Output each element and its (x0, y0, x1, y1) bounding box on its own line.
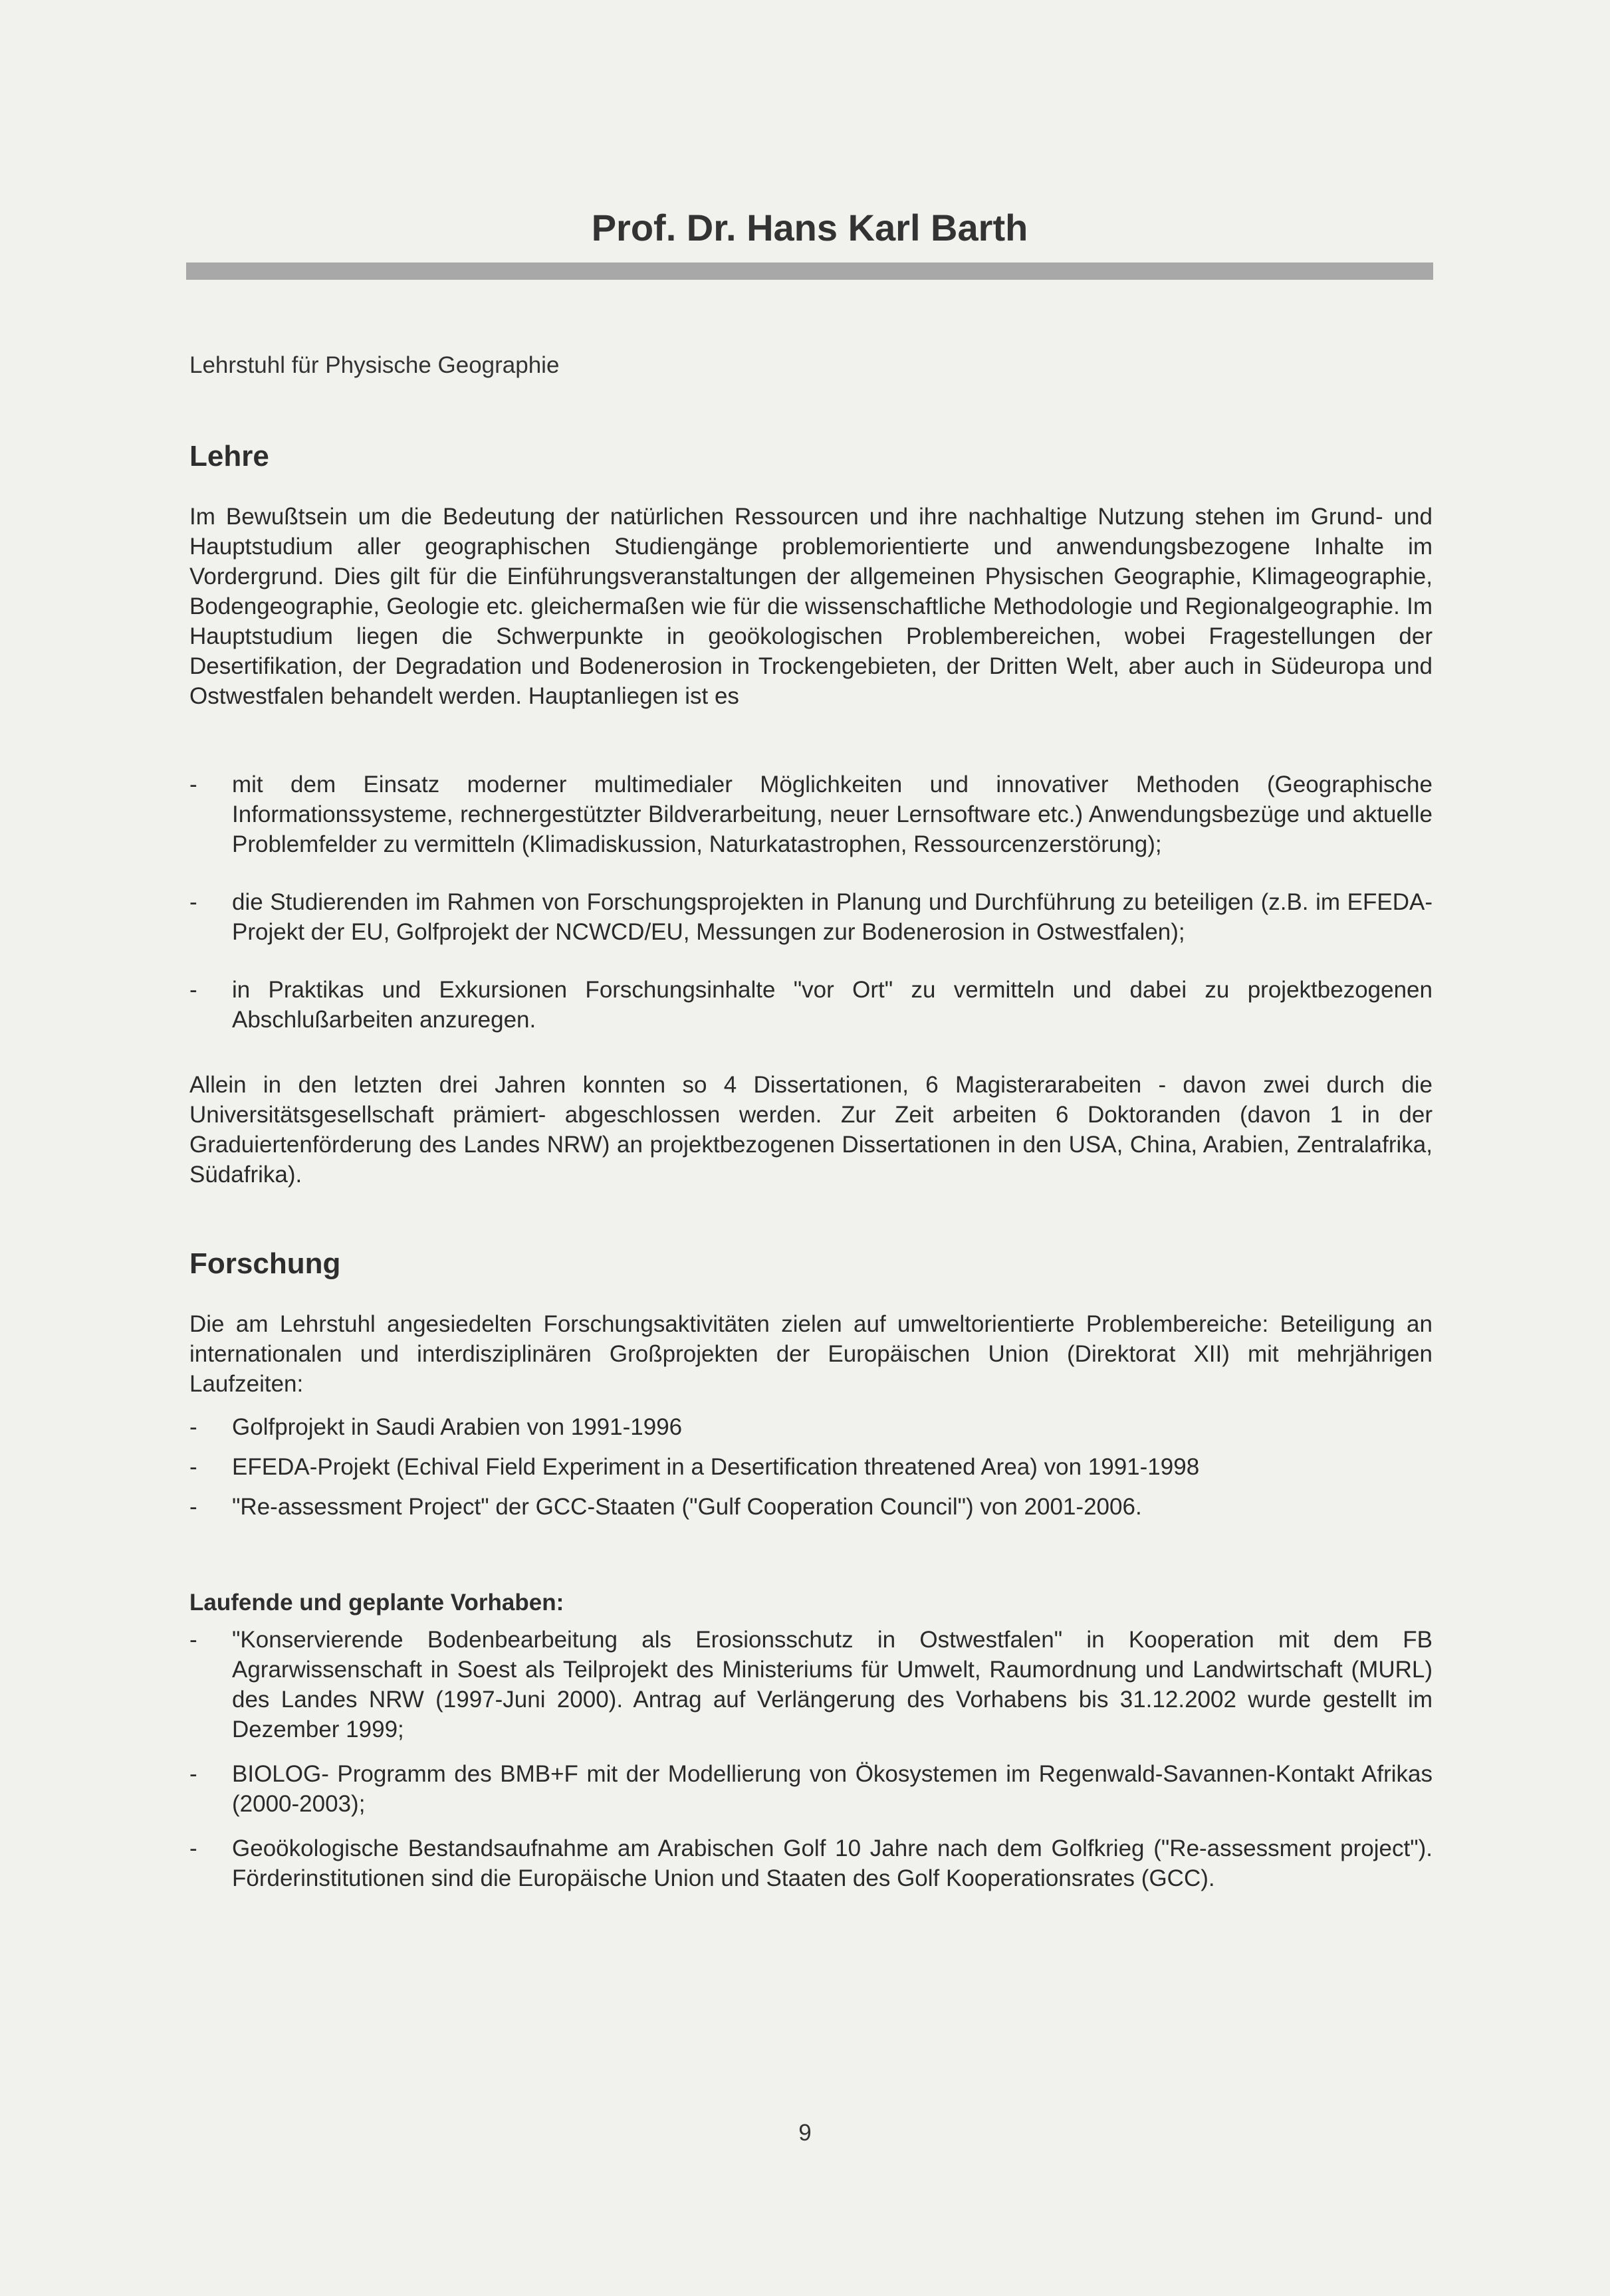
bullet-dash: - (189, 1761, 197, 1787)
vorhaben-bullet-block (189, 1625, 1433, 1893)
lehre-intro-block (189, 502, 1433, 711)
forschung-bullet-list (189, 1412, 1433, 1522)
bullet-dash: - (189, 1414, 197, 1440)
list-item-text: Golfprojekt in Saudi Arabien von 1991-1996 (232, 1414, 683, 1440)
section-heading-vorhaben: Laufende und geplante Vorhaben: (189, 1590, 564, 1616)
list-item (189, 1833, 1433, 1893)
list-item-text: die Studierenden im Rahmen von Forschungsprojekten in Planung und Durchführung zu beteiligen (z.B. im EFEDA-Projekt der EU, Golfprojekt der NCWCD/EU, Messungen zur Bodenerosion in Ostwestfalen); (232, 889, 1433, 945)
forschung-intro-paragraph: Die am Lehrstuhl angesiedelten Forschungsaktivitäten zielen auf umweltorientierte Problembereiche: Beteiligung an internationalen und interdisziplinären Großprojekten der Europäischen Union (Direktorat XII) mit mehrjährigen Laufzeiten: (189, 1311, 1433, 1397)
list-item (189, 1759, 1433, 1819)
vorhaben-bullet-list (189, 1625, 1433, 1893)
list-item-text: BIOLOG- Programm des BMB+F mit der Modellierung von Ökosystemen im Regenwald-Savannen-Kontakt Afrikas (2000-2003); (232, 1761, 1433, 1817)
bullet-dash: - (189, 1835, 197, 1861)
list-item-text: mit dem Einsatz moderner multimedialer Möglichkeiten und innovativer Methoden (Geographische Informationssysteme, rechnergestützter Bildverarbeitung, neuer Lernsoftware etc.) Anwendungsbezüge und aktuelle Problemfelder zu vermitteln (Klimadiskussion, Naturkatastrophen, Ressourcenzerstörung); (232, 772, 1433, 857)
list-item (189, 1452, 1433, 1482)
section-forschung (189, 1247, 1433, 1281)
section-lehre (189, 440, 1433, 473)
bullet-dash: - (189, 1454, 197, 1480)
section-heading-lehre: Lehre (189, 440, 269, 472)
lehre-outro-block (189, 1070, 1433, 1190)
list-item-text: in Praktikas und Exkursionen Forschungsinhalte "vor Ort" zu vermitteln und dabei zu projektbezogenen Abschlußarbeiten anzuregen. (232, 977, 1433, 1033)
list-item (189, 1625, 1433, 1744)
bullet-dash: - (189, 889, 197, 915)
lehre-bullet-block (189, 770, 1433, 1035)
list-item-text: EFEDA-Projekt (Echival Field Experiment in a Desertification threatened Area) von 1991-1998 (232, 1454, 1200, 1480)
department-subtitle: Lehrstuhl für Physische Geographie (189, 352, 560, 378)
section-vorhaben (189, 1590, 1433, 1616)
bullet-dash: - (189, 977, 197, 1003)
list-item (189, 975, 1433, 1035)
forschung-bullet-block (189, 1412, 1433, 1522)
bullet-dash: - (189, 772, 197, 797)
page-title: Prof. Dr. Hans Karl Barth (591, 207, 1028, 249)
lehre-outro-paragraph: Allein in den letzten drei Jahren konnten so 4 Dissertationen, 6 Magisterarabeiten - davon zwei durch die Universitätsgesellschaft prämiert- abgeschlossen werden. Zur Zeit arbeiten 6 Doktoranden (davon 1 in der Graduiertenförderung des Landes NRW) an projektbezogenen Dissertationen in den USA, China, Arabien, Zentralafrika, Südafrika). (189, 1072, 1433, 1188)
bullet-dash: - (189, 1627, 197, 1653)
list-item (189, 1492, 1433, 1522)
bullet-dash: - (189, 1494, 197, 1520)
section-heading-forschung: Forschung (189, 1247, 341, 1280)
forschung-intro-block (189, 1309, 1433, 1399)
page-number: 9 (798, 2120, 812, 2146)
list-item (189, 887, 1433, 947)
lehre-intro-paragraph: Im Bewußtsein um die Bedeutung der natürlichen Ressourcen und ihre nachhaltige Nutzung stehen im Grund- und Hauptstudium aller geographischen Studiengänge problemorientierte und anwendungsbezogene Inhalte im Vordergrund. Dies gilt für die Einführungsveranstaltungen der allgemeinen Physischen Geographie, Klimageographie, Bodengeographie, Geologie etc. gleichermaßen wie für die wissenschaftliche Methodologie und Regionalgeographie. Im Hauptstudium liegen die Schwerpunkte in geoökologischen Problembereichen, wobei Fragestellungen der Desertifikation, der Degradation und Bodenerosion in Trockengebieten, der Dritten Welt, aber auch in Südeuropa und Ostwestfalen behandelt werden. Hauptanliegen ist es (189, 504, 1433, 709)
title-underline-bar (186, 262, 1433, 280)
list-item-text: Geoökologische Bestandsaufnahme am Arabischen Golf 10 Jahre nach dem Golfkrieg ("Re-assessment project"). Förderinstitutionen sind die Europäische Union und Staaten des Golf Kooperationsrates (GCC). (232, 1835, 1433, 1891)
list-item (189, 770, 1433, 859)
list-item (189, 1412, 1433, 1442)
lehre-bullet-list (189, 770, 1433, 1035)
list-item-text: "Konservierende Bodenbearbeitung als Erosionsschutz in Ostwestfalen" in Kooperation mit dem FB Agrarwissenschaft in Soest als Teilprojekt des Ministeriums für Umwelt, Raumordnung und Landwirtschaft (MURL) des Landes NRW (1997-Juni 2000). Antrag auf Verlängerung des Vorhabens bis 31.12.2002 wurde gestellt im Dezember 1999; (232, 1627, 1433, 1742)
list-item-text: "Re-assessment Project" der GCC-Staaten ("Gulf Cooperation Council") von 2001-2006. (232, 1494, 1142, 1520)
